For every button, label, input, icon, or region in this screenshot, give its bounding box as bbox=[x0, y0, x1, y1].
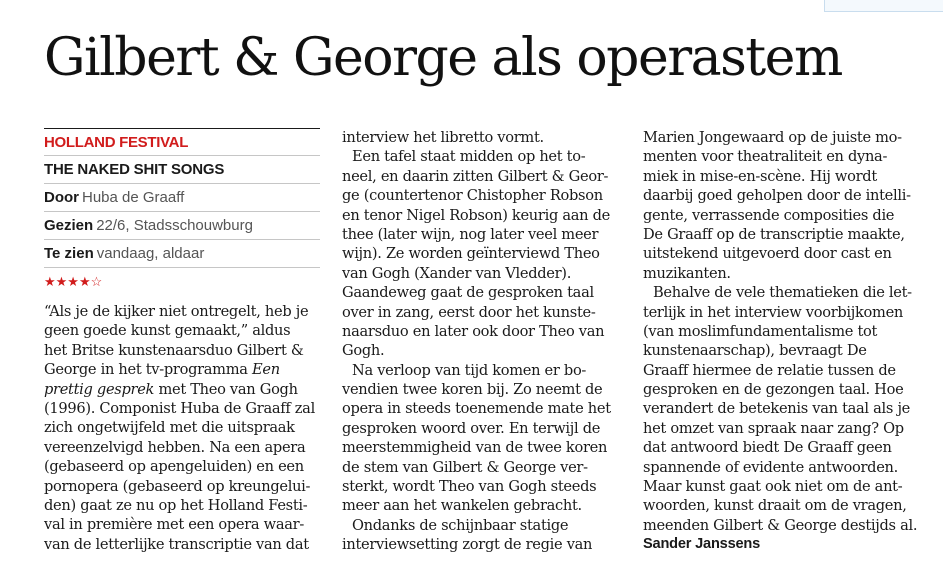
text-line: sterkt, wordt Theo van Gogh steeds bbox=[342, 478, 597, 496]
text-line: gesproken en de gezongen taal. Hoe bbox=[643, 381, 904, 399]
seen-label: Gezien bbox=[44, 217, 94, 234]
text-line: Na verloop van tijd komen er bo- bbox=[352, 361, 587, 379]
text-line: interviewsetting zorgt de regie van bbox=[342, 536, 593, 554]
text-line: terlijk in het interview voorbijkomen bbox=[643, 303, 904, 321]
text-line: kunstenaarschap), bevraagt De bbox=[643, 342, 867, 360]
text-line: van de letterlijke transcriptie van dat bbox=[44, 535, 309, 553]
text-line: (gebaseerd op apengeluiden) en een bbox=[44, 458, 304, 476]
festival-kicker: HOLLAND FESTIVAL bbox=[44, 133, 189, 151]
text-line: (van moslimfundamentalisme tot bbox=[643, 322, 878, 340]
credit-label: Door bbox=[44, 189, 79, 206]
text-line bbox=[44, 380, 324, 399]
text-line: val in première met een opera waar- bbox=[44, 516, 304, 534]
text-line: Gogh. bbox=[342, 342, 385, 360]
text-fragment: met Theo van Gogh bbox=[154, 380, 298, 398]
text-line: Gaandeweg gaat de gesproken taal bbox=[342, 284, 594, 302]
text-fragment: George in het tv-programma bbox=[44, 361, 252, 379]
text-line: gesproken woord over. En terwijl de bbox=[342, 419, 601, 437]
text-line: Een tafel staat midden op het to- bbox=[352, 148, 586, 166]
text-line: den) gaat ze nu op het Holland Festi- bbox=[44, 496, 308, 514]
text-line: pornopera (gebaseerd op kreungelui- bbox=[44, 477, 311, 495]
program-title-part: prettig gesprek bbox=[44, 380, 155, 398]
text-line: “Als je de kijker niet ontregelt, heb je bbox=[44, 303, 309, 320]
text-line: gente, verrassende composities die bbox=[643, 206, 895, 224]
text-line: ge (countertenor Chistopher Robson bbox=[342, 187, 603, 205]
text-line: opera in steeds toenemende mate het bbox=[342, 400, 611, 418]
rating-stars: ★★★★☆ bbox=[44, 274, 103, 289]
text-line: Ondanks de schijnbaar statige bbox=[352, 516, 569, 534]
credit-row bbox=[44, 184, 320, 212]
text-line: dat antwoord biedt De Graaff geen bbox=[643, 439, 892, 457]
text-line: menten voor theatraliteit en dyna- bbox=[643, 148, 888, 166]
text-line: meerstemmigheid van de twee koren bbox=[342, 439, 608, 457]
text-line: zich ongetwijfeld met die uitspraak bbox=[44, 419, 295, 437]
text-line: het Britse kunstenaarsduo Gilbert & bbox=[44, 341, 304, 359]
star-rating bbox=[44, 268, 320, 296]
text-line: muzikanten. bbox=[643, 264, 731, 282]
text-line: neel, en daarin zitten Gilbert & Geor- bbox=[342, 167, 609, 185]
article-column-2 bbox=[342, 128, 622, 555]
text-line: woorden, kunst draait om de vragen, bbox=[643, 497, 907, 515]
article-column-1 bbox=[44, 302, 324, 554]
text-line: het omzet van spraak naar zang? Op bbox=[643, 419, 904, 437]
program-title-part: Een bbox=[252, 361, 280, 379]
text-line: interview het libretto vormt. bbox=[342, 129, 544, 146]
show-title: THE NAKED SHIT SONGS bbox=[44, 161, 225, 178]
text-line: geen goede kunst gemaakt,” aldus bbox=[44, 322, 291, 340]
text-line: daarbij goed geholpen door de intelli- bbox=[643, 187, 911, 205]
showing-value: vandaag, aldaar bbox=[96, 245, 205, 262]
review-info-box bbox=[44, 128, 320, 296]
text-line: De Graaff op de transcriptie maakte, bbox=[643, 225, 905, 243]
text-line: uitstekend uitgevoerd door cast en bbox=[643, 245, 892, 263]
text-line: meer aan het wankelen gebracht. bbox=[342, 497, 582, 515]
text-line: thee (later wijn, nog later veel meer bbox=[342, 225, 599, 243]
text-line: over in zang, eerst door het kunste- bbox=[342, 303, 596, 321]
text-line: (1996). Componist Huba de Graaff zal bbox=[44, 399, 315, 417]
text-line: Marien Jongewaard op de juiste mo- bbox=[643, 129, 902, 146]
text-line: Behalve de vele thematieken die let- bbox=[653, 284, 912, 302]
text-line bbox=[44, 360, 324, 379]
showing-row bbox=[44, 240, 320, 268]
seen-value: 22/6, Stadsschouwburg bbox=[96, 217, 253, 234]
text-line: Graaff hiermee de relatie tussen de bbox=[643, 361, 896, 379]
text-line: vereenzelvigd hebben. Na een apera bbox=[44, 438, 306, 456]
text-line: wijn). Ze worden geïnterviewd Theo bbox=[342, 245, 600, 263]
text-line: en tenor Nigel Robson) keurig aan de bbox=[342, 206, 610, 224]
text-line: verandert de betekenis van taal als je bbox=[643, 400, 911, 418]
credit-value: Huba de Graaff bbox=[82, 189, 185, 206]
showing-label: Te zien bbox=[44, 245, 94, 262]
show-title-row bbox=[44, 156, 320, 184]
page-corner-tab bbox=[824, 0, 943, 12]
headline: Gilbert & George als operastem bbox=[44, 28, 842, 88]
text-line: de stem van Gilbert & George ver- bbox=[342, 458, 588, 476]
text-line: meenden Gilbert & George destijds al. bbox=[643, 516, 918, 534]
text-line: Maar kunst gaat ook niet om de ant- bbox=[643, 478, 903, 496]
text-line: spannende of evidente antwoorden. bbox=[643, 458, 898, 476]
festival-kicker-row bbox=[44, 128, 320, 156]
article-column-3 bbox=[643, 128, 933, 555]
text-line: vendien twee koren bij. Zo neemt de bbox=[342, 381, 603, 399]
text-line: van Gogh (Xander van Vledder). bbox=[342, 264, 572, 282]
text-line: naarsduo en later ook door Theo van bbox=[342, 322, 605, 340]
text-line: miek in mise-en-scène. Hij wordt bbox=[643, 167, 877, 185]
byline: Sander Janssens bbox=[643, 536, 761, 553]
seen-row bbox=[44, 212, 320, 240]
